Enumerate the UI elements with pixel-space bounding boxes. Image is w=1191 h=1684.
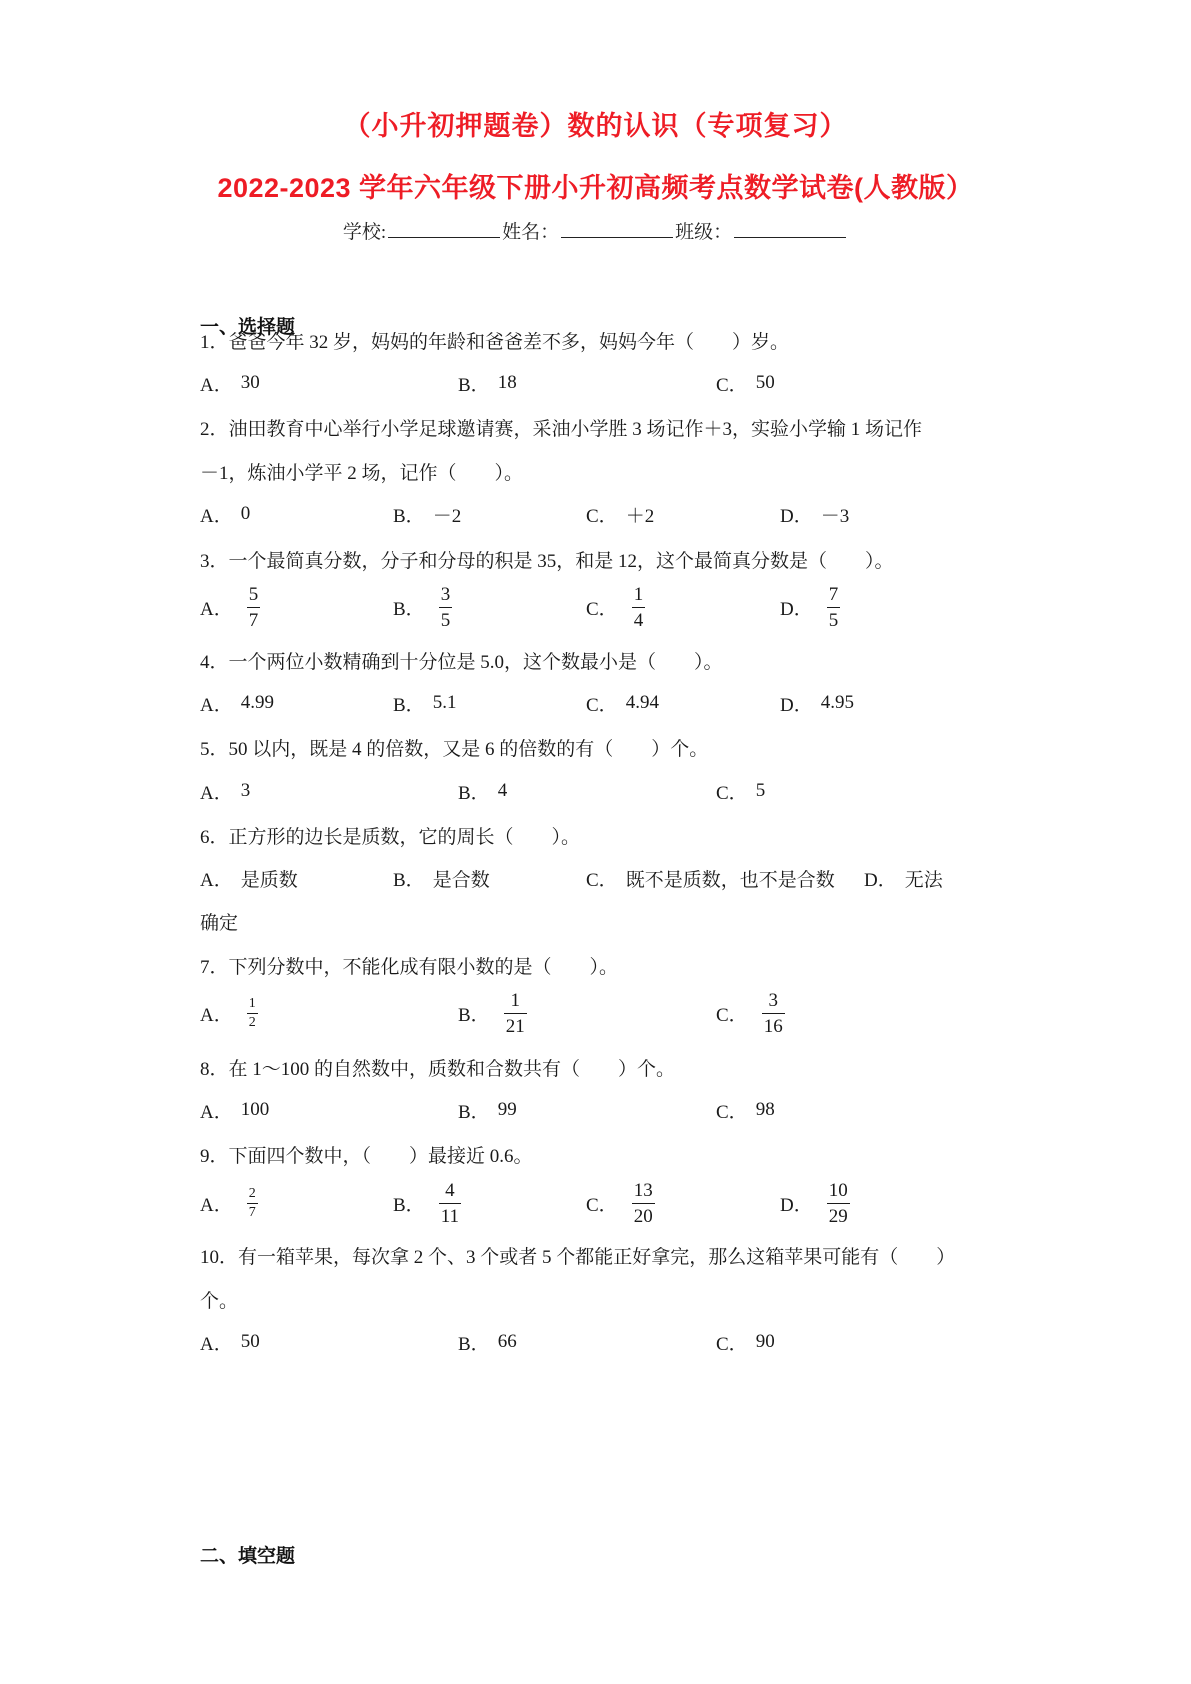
- section-title-choice: 一、选择题: [200, 317, 296, 338]
- option-b[interactable]: B． 4: [458, 780, 508, 804]
- fraction: $\frac{1}{21}$: [505, 989, 525, 1037]
- option-a[interactable]: A． $\frac{2}{7}$: [200, 1185, 256, 1220]
- option-d[interactable]: D． 无法: [864, 869, 943, 891]
- option-d[interactable]: D． $\frac{7}{5}$: [780, 583, 839, 631]
- option-c[interactable]: C． 既不是质数，也不是合数: [586, 869, 835, 891]
- fraction: $\frac{7}{5}$: [828, 583, 839, 631]
- question-10-line-1: 10．有一箱苹果，每次拿 2 个、3 个或者 5 个都能正好拿完，那么这箱苹果可能有（ ）: [200, 1247, 956, 1268]
- class-blank[interactable]: [734, 219, 846, 238]
- fraction: $\frac{3}{5}$: [440, 583, 451, 631]
- name-label: 姓名：: [502, 222, 560, 243]
- question-6-options: [200, 853, 1000, 903]
- option-b[interactable]: B． $\frac{1}{21}$: [458, 989, 525, 1037]
- option-a[interactable]: A． 30: [200, 372, 260, 396]
- school-label: 学校:: [342, 222, 387, 243]
- question-2-line-2: －1，炼油小学平 2 场，记作（ ）。: [200, 463, 524, 484]
- option-b[interactable]: B． 18: [458, 372, 517, 396]
- option-a[interactable]: A． 是质数: [200, 869, 298, 891]
- option-b[interactable]: B． 是合数: [393, 869, 490, 891]
- question-5-options: [200, 766, 1000, 816]
- question-10-line-2: 个。: [200, 1291, 239, 1312]
- question-1-options: [200, 358, 1000, 408]
- question-8: 8．在 1～100 的自然数中，质数和合数共有（ ）个。: [200, 1059, 676, 1080]
- option-b[interactable]: B． 5.1: [393, 692, 457, 716]
- option-c[interactable]: C． ＋2: [586, 505, 655, 527]
- option-a[interactable]: A． 50: [200, 1331, 260, 1355]
- option-a[interactable]: A． $\frac{5}{7}$: [200, 583, 259, 631]
- option-c[interactable]: C． 5: [716, 780, 766, 804]
- question-6: 6．正方形的边长是质数，它的周长（ ）。: [200, 827, 581, 848]
- option-c[interactable]: C． 50: [716, 372, 775, 396]
- class-label: 班级：: [675, 222, 733, 243]
- question-2-options: [200, 489, 1000, 539]
- option-d[interactable]: D． $\frac{10}{29}$: [780, 1179, 848, 1227]
- question-8-options: [200, 1085, 1000, 1135]
- option-c[interactable]: C． 90: [716, 1331, 775, 1355]
- option-b[interactable]: B． 66: [458, 1331, 517, 1355]
- option-a[interactable]: A． 4.99: [200, 692, 274, 716]
- option-c[interactable]: C． 4.94: [586, 692, 659, 716]
- question-5: 5．50 以内，既是 4 的倍数，又是 6 的倍数的有（ ）个。: [200, 739, 709, 760]
- option-a[interactable]: A． 100: [200, 1099, 270, 1123]
- option-b[interactable]: B． $\frac{4}{11}$: [393, 1179, 459, 1227]
- question-7-options: [200, 988, 1000, 1038]
- question-4-options: [200, 678, 1000, 728]
- fraction: $\frac{1}{2}$: [248, 995, 256, 1030]
- option-a[interactable]: A． 0: [200, 503, 251, 527]
- question-2-line-1: 2．油田教育中心举行小学足球邀请赛，采油小学胜 3 场记作＋3，实验小学输 1 场记作: [200, 419, 923, 440]
- option-c[interactable]: C． $\frac{13}{20}$: [586, 1179, 653, 1227]
- option-c[interactable]: C． $\frac{1}{4}$: [586, 583, 644, 631]
- exam-subtitle: 2022-2023 学年六年级下册小升初高频考点数学试卷(人教版）: [217, 173, 974, 203]
- option-d[interactable]: D． 4.95: [780, 692, 854, 716]
- question-3-options: [200, 582, 1000, 632]
- question-1: 1．爸爸今年 32 岁，妈妈的年龄和爸爸差不多，妈妈今年（ ）岁。: [200, 332, 790, 353]
- question-7: 7．下列分数中，不能化成有限小数的是（ ）。: [200, 957, 619, 978]
- question-6-option-d-continued: 确定: [200, 913, 239, 934]
- question-3: 3．一个最简真分数，分子和分母的积是 35，和是 12，这个最简真分数是（ ）。: [200, 551, 894, 572]
- question-4: 4．一个两位小数精确到十分位是 5.0，这个数最小是（ ）。: [200, 652, 723, 673]
- option-a[interactable]: A． 3: [200, 780, 251, 804]
- question-9-options: [200, 1178, 1000, 1228]
- exam-title: （小升初押题卷）数的认识（专项复习）: [343, 111, 848, 141]
- option-c[interactable]: C． $\frac{3}{16}$: [716, 989, 783, 1037]
- fraction: $\frac{10}{29}$: [828, 1179, 848, 1227]
- name-blank[interactable]: [561, 219, 673, 238]
- option-b[interactable]: B． 99: [458, 1099, 517, 1123]
- question-9: 9．下面四个数中，（ ）最接近 0.6。: [200, 1146, 533, 1167]
- option-c[interactable]: C． 98: [716, 1099, 775, 1123]
- option-a[interactable]: A． $\frac{1}{2}$: [200, 995, 256, 1030]
- section-title-fill-blank: 二、填空题: [200, 1546, 296, 1567]
- fraction: $\frac{5}{7}$: [248, 583, 259, 631]
- student-info-line: [0, 217, 1191, 244]
- school-blank[interactable]: [388, 219, 500, 238]
- option-b[interactable]: B． －2: [393, 505, 462, 527]
- fraction: $\frac{4}{11}$: [440, 1179, 459, 1227]
- fraction: $\frac{1}{4}$: [633, 583, 644, 631]
- option-b[interactable]: B． $\frac{3}{5}$: [393, 583, 451, 631]
- fraction: $\frac{13}{20}$: [633, 1179, 653, 1227]
- question-10-options: [200, 1317, 1000, 1367]
- option-d[interactable]: D． －3: [780, 505, 850, 527]
- fraction: $\frac{3}{16}$: [763, 989, 783, 1037]
- fraction: $\frac{2}{7}$: [248, 1185, 256, 1220]
